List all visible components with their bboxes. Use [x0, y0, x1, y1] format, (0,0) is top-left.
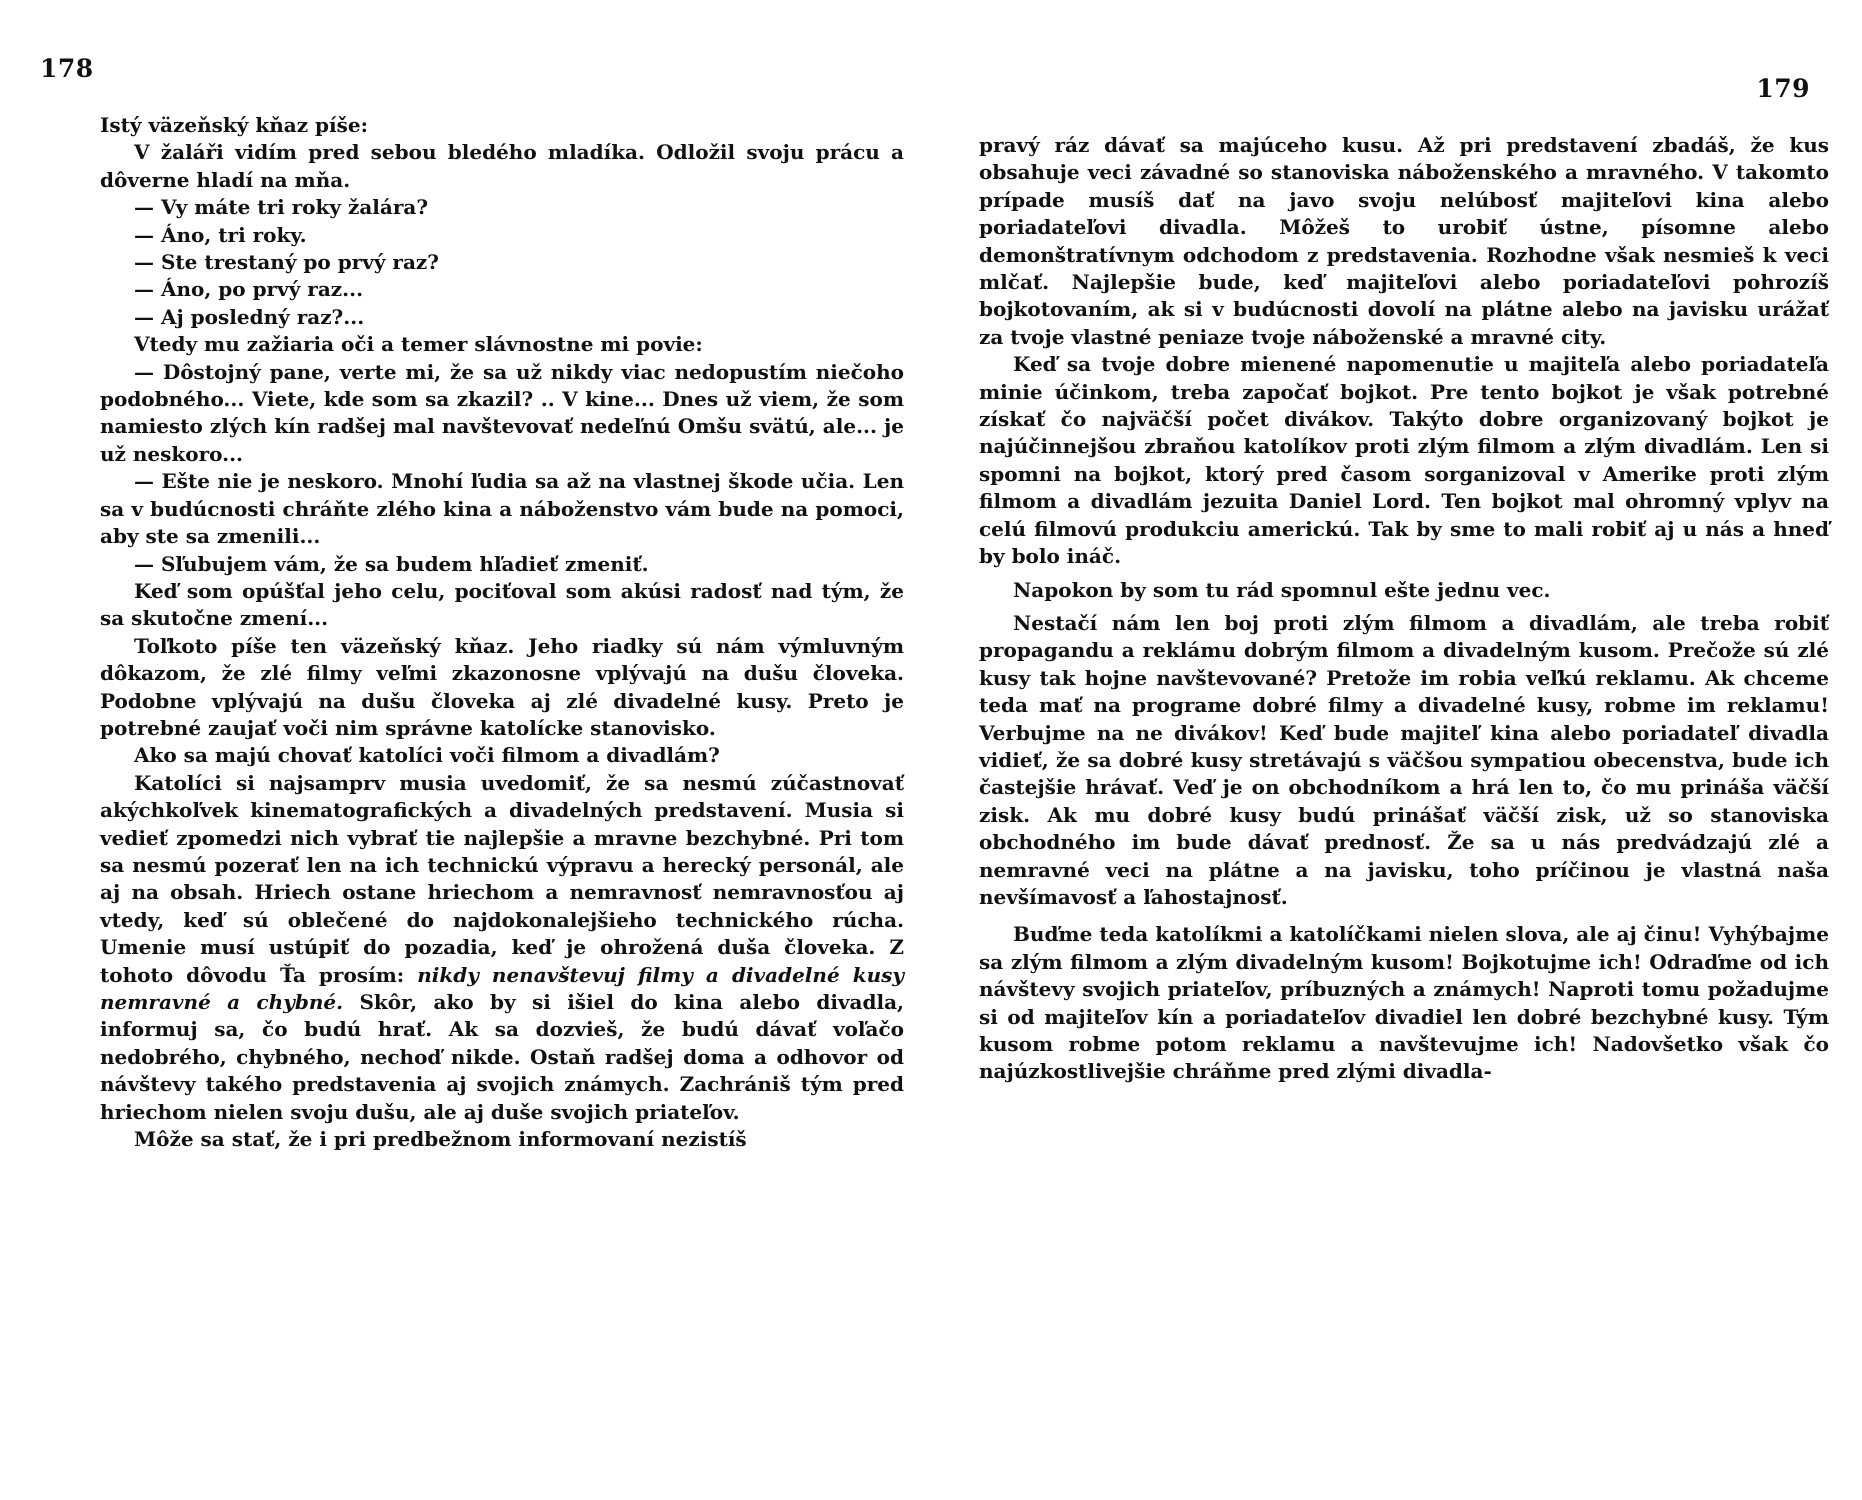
dialog-line: — Ste trestaný po prvý raz?	[134, 250, 439, 275]
paragraph-text: Skôr, ako by si išiel do kina alebo divadla, informuj sa, čo budú hrať. Ak sa dozvieš, že budú dávať voľačo nedobrého, chybného, nechoď nikde. Ostaň radšej doma a odhovor od návštevy takého predstavenia aj svojich známych. Zachrániš tým pred hriechom nielen svoju dušu, ale aj duše svojich priateľov.	[100, 990, 905, 1124]
paragraph: Toľkoto píše ten väzeňský kňaz. Jeho riadky sú nám výmluvným dôkazom, že zlé filmy veľmi zkazonosne vplývajú na dušu človeka. Podobne vplývajú na dušu človeka aj zlé divadelné kusy. Preto je potrebné zaujať voči nim správne katolícke stanovisko.	[100, 633, 904, 740]
paragraph: Vtedy mu zažiaria oči a temer slávnostne mi povie:	[134, 332, 703, 357]
paragraph: Keď sa tvoje dobre mienené napomenutie u majiteľa alebo poriadateľa minie účinkom, treba započať bojkot. Pre tento bojkot je však potrebné získať čo najväčší počet divákov. Takýto dobre organizovaný bojkot je najúčinnejšou zbraňou katolíkov proti zlým filmom a zlým divadlám. Len si spomni na bojkot, ktorý pred časom sorganizoval v Amerike proti zlým filmom a divadlám jezuita Daniel Lord. Ten bojkot mal ohromný vplyv na celú filmovú produkciu americkú. Tak by sme to mali robiť aj u nás a hneď by bolo ináč.	[979, 352, 1829, 569]
paragraph: V žaláři vidím pred sebou bledého mladíka. Odložil svoju prácu a dôverne hladí na mňa.	[100, 140, 904, 192]
section-question: Ako sa majú chovať katolíci voči filmom a divadlám?	[134, 743, 720, 768]
right-page-text	[979, 132, 1829, 1086]
dialog-line: — Sľubujem vám, že sa budem hľadieť zmeniť.	[134, 551, 649, 576]
left-page-number: 178	[40, 54, 94, 83]
dialog-line: — Dôstojný pane, verte mi, že sa už nikdy viac nedopustím niečoho podobného... Viete, kde som sa zkazil? .. V kine... Dnes už viem, že som namiesto zlých kín radšej mal navštevovať nedeľnú Omšu svätú, ale... je už neskoro...	[100, 359, 904, 466]
paragraph: Nestačí nám len boj proti zlým filmom a divadlám, ale treba robiť propagandu a reklámu dobrým filmom a divadelným kusom. Prečože sú zlé kusy tak hojne navštevované? Pretože im robia veľkú reklamu. Ak chceme teda mať na programe dobré filmy a divadelné kusy, robme im reklamu! Verbujme na ne divákov! Keď bude majiteľ kina alebo poriadateľ divadla vidieť, že sa dobré kusy stretávajú s väčšou sympatiou obecenstva, bude ich častejšie hrávať. Veď je on obchodníkom a hrá len to, čo mu prináša väčší zisk. Ak mu dobré kusy budú prinášať väčší zisk, už so stanoviska obchodného im bude dávať prednosť. Že sa u nás predvádzajú zlé a nemravné veci na plátne a na javisku, toho príčinou je vlastná naša nevšímavosť a ľahostajnosť.	[979, 610, 1829, 909]
paragraph-text: Z tohoto dôvodu Ťa prosím:	[100, 935, 905, 987]
paragraph	[100, 770, 904, 1126]
left-page-text	[100, 112, 904, 1153]
right-page	[931, 0, 1862, 1500]
dialog-line: — Aj posledný raz?...	[134, 304, 365, 329]
paragraph: pravý ráz dávať sa majúceho kusu. Až pri predstavení zbadáš, že kus obsahuje veci závadné so stanoviska náboženského a mravného. V takomto prípade musíš dať na javo svoju nelúbosť majiteľovi kina alebo poriadateľovi divadla. Môžeš to urobiť ústne, písomne alebo demonštratívnym odchodom z predstavenia. Rozhodne však nesmieš k veci mlčať. Najlepšie bude, keď majiteľovi alebo poriadateľovi pohrozíš bojkotovaním, ak si v budúcnosti dovolí na plátne alebo na javisku urážať za tvoje vlastné peniaze tvoje náboženské a mravné city.	[979, 133, 1829, 349]
emphasis-text: nikdy nenavštevuj filmy a divadelné kusy nemravné a chybné.	[100, 962, 905, 1014]
dialog-line: — Ešte nie je neskoro. Mnohí ľudia sa až na vlastnej škode učia. Len sa v budúcnosti chráňte zlého kina a náboženstvo vám bude na pomoci, aby ste sa zmenili...	[100, 469, 904, 549]
right-page-number: 179	[1756, 74, 1810, 103]
dialog-line: — Áno, po prvý raz...	[134, 277, 364, 302]
paragraph: Istý väzeňský kňaz píše:	[100, 113, 368, 137]
dialog-line: — Áno, tri roky.	[134, 222, 307, 247]
paragraph: Môže sa stať, že i pri predbežnom informovaní nezistíš	[134, 1127, 747, 1152]
paragraph-text: Katolíci si najsamprv musia uvedomiť, že sa nesmú zúčastnovať akýchkoľvek kinematografických a divadelných predstavení. Musia si vedieť zpomedzi nich vybrať tie najlepšie a mravne bezchybné. Pri tom sa nesmú pozerať len na ich technickú výpravu a herecký personál, ale aj na obsah. Hriech ostane hriechom a nemravnosť nemravnosťou aj vtedy, keď sú oblečené do najdokonalejšieho technického rúcha. Umenie musí ustúpiť do pozadia, keď je ohrožená duša človeka.	[100, 770, 904, 960]
dialog-line: — Vy máte tri roky žalára?	[134, 195, 429, 220]
paragraph: Buďme teda katolíkmi a katolíčkami nielen slova, ale aj činu! Vyhýbajme sa zlým filmom a zlým divadelným kusom! Bojkotujme ich! Odraďme od ich návštevy svojich priateľov, príbuzných a známych! Naproti tomu požadujme si od majiteľov kín a poriadateľov divadiel len dobré bezchybné kusy. Tým kusom robme potom reklamu a navštevujme ich! Nadovšetko však čo najúzkostlivejšie chráňme pred zlými divadla-	[979, 922, 1829, 1084]
paragraph: Napokon by som tu rád spomnul ešte jednu vec.	[1013, 577, 1551, 602]
paragraph: Keď som opúšťal jeho celu, pociťoval som akúsi radosť nad tým, že sa skutočne zmení...	[100, 578, 904, 631]
